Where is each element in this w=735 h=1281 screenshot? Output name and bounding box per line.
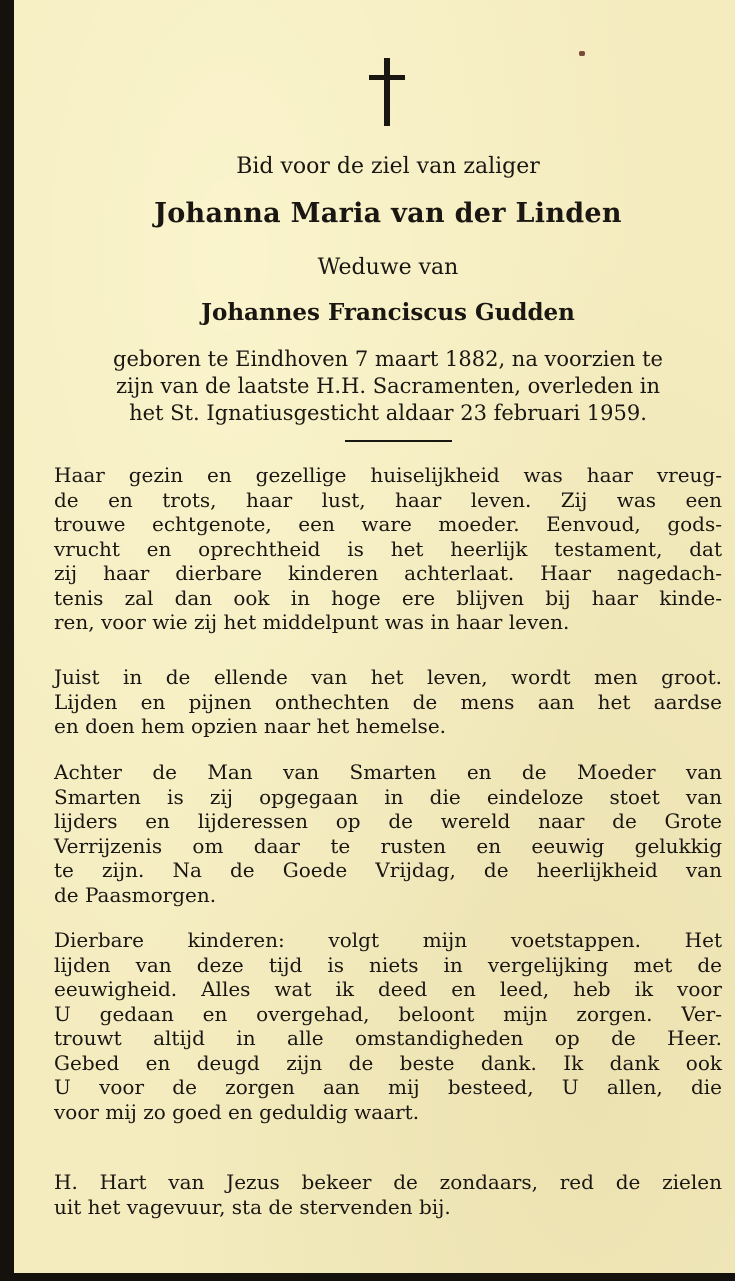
memorial-card <box>14 0 735 1273</box>
text-line: te zijn. Na de Goede Vrijdag, de heerlijkheid van <box>54 858 722 882</box>
husband-name: Johannes Franciscus Gudden <box>201 299 575 326</box>
text-line: ren, voor wie zij het middelpunt was in haar leven. <box>54 610 570 634</box>
text-line: Haar gezin en gezellige huiselijkheid was haar vreug- <box>54 463 722 487</box>
paragraph-prayer <box>54 1170 722 1219</box>
text-line: lijders en lijderessen op de wereld naar de Grote <box>54 809 722 833</box>
text-line: U gedaan en overgehad, beloont mijn zorgen. Ver- <box>54 1001 722 1026</box>
text-line: Smarten is zij opgegaan in die eindeloze stoet van <box>54 784 722 809</box>
text-line: trouwt altijd in alle omstandigheden op de Heer. <box>54 1026 722 1050</box>
text-line: en doen hem opzien naar het hemelse. <box>54 714 447 738</box>
paragraph-sorrows <box>54 760 722 907</box>
text-line: zij haar dierbare kinderen achterlaat. Haar nagedach- <box>54 561 722 585</box>
text-line: de en trots, haar lust, haar leven. Zij was een <box>54 487 722 512</box>
paragraph-suffering <box>54 665 722 739</box>
text-line: Lijden en pijnen onthechten de mens aan het aardse <box>54 689 722 714</box>
birth-death-line: zijn van de laatste H.H. Sacramenten, overleden in <box>115 374 661 398</box>
text-line: uit het vagevuur, sta de stervenden bij. <box>54 1194 451 1219</box>
text-line: Juist in de ellende van het leven, wordt men groot. <box>54 665 722 689</box>
paragraph-family <box>54 463 722 635</box>
paragraph-children <box>54 928 722 1124</box>
text-line: Gebed en deugd zijn de beste dank. Ik dank ook <box>54 1050 722 1075</box>
text-line: voor mij zo goed en geduldig waart. <box>54 1099 420 1124</box>
text-line: Dierbare kinderen: volgt mijn voetstappen. Het <box>54 928 722 952</box>
cross-icon <box>369 58 405 128</box>
text-line: Achter de Man van Smarten en de Moeder van <box>54 760 722 784</box>
intro-line: Bid voor de ziel van zaliger <box>236 154 540 179</box>
text-line: de Paasmorgen. <box>54 882 217 907</box>
text-line: eeuwigheid. Alles wat ik deed en leed, heb ik voor <box>54 977 722 1001</box>
text-line: vrucht en oprechtheid is het heerlijk testament, dat <box>54 536 722 561</box>
text-line: trouwe echtgenote, een ware moeder. Eenvoud, gods- <box>54 512 722 536</box>
deceased-name: Johanna Maria van der Linden <box>154 198 622 229</box>
text-line: U voor de zorgen aan mij besteed, U allen, die <box>54 1075 722 1099</box>
divider-rule <box>345 440 452 442</box>
stain-mark <box>579 51 585 56</box>
text-line: H. Hart van Jezus bekeer de zondaars, red de zielen <box>54 1170 722 1194</box>
card-bottom-edge <box>0 1273 735 1281</box>
text-line: tenis zal dan ook in hoge ere blijven bij haar kinde- <box>54 585 722 610</box>
card-left-edge <box>0 0 14 1281</box>
birth-death-line: het St. Ignatiusgesticht aldaar 23 februari 1959. <box>129 401 647 425</box>
text-line: Verrijzenis om daar te rusten en eeuwig gelukkig <box>54 833 722 858</box>
widow-line: Weduwe van <box>317 255 459 280</box>
text-line: lijden van deze tijd is niets in vergelijking met de <box>54 952 722 977</box>
birth-death-line: geboren te Eindhoven 7 maart 1882, na voorzien te <box>113 347 663 371</box>
